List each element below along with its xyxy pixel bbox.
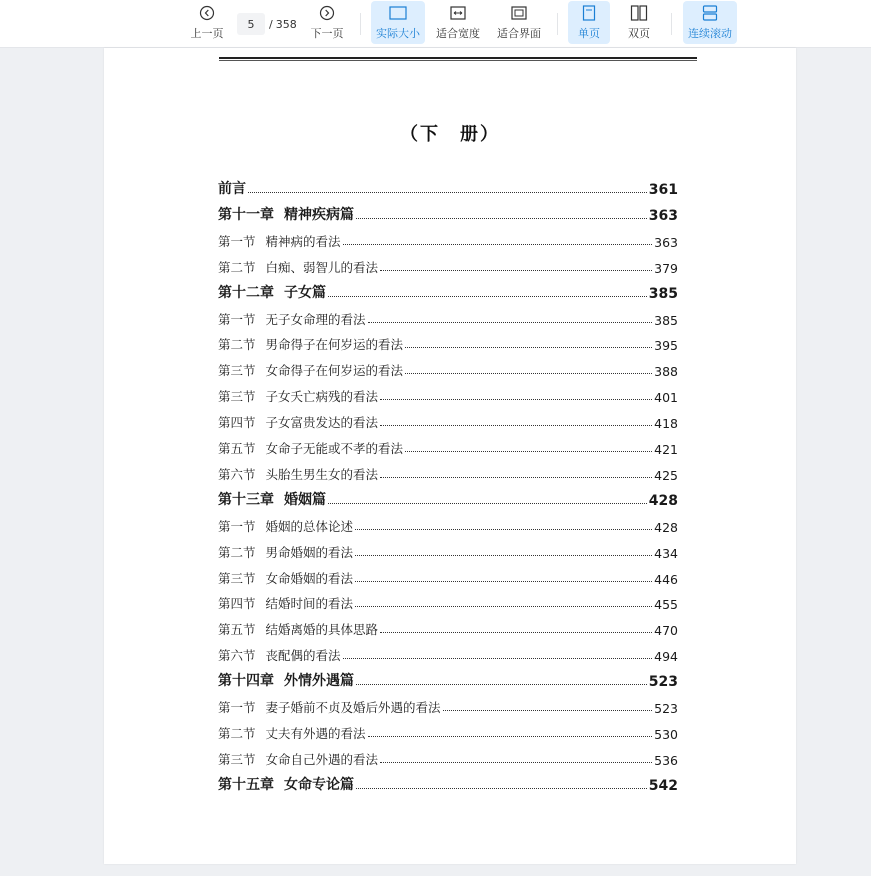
single-page-label: 单页 (578, 27, 600, 40)
chevron-right-circle-icon (318, 4, 336, 22)
toc-entry[interactable] (218, 461, 678, 483)
prev-page-label: 上一页 (190, 27, 224, 40)
toc-entry-page: 536 (654, 752, 678, 768)
toc-entry-number: 第一节 (218, 233, 256, 249)
toc-entry-page: 523 (648, 674, 678, 691)
toc-entry[interactable] (218, 720, 678, 742)
chevron-left-circle-icon (198, 4, 216, 22)
toc-entry-title: 婚姻的总体论述 (265, 518, 354, 534)
toc-entry[interactable] (218, 590, 678, 612)
toc-entry-title: 婚姻篇 (284, 491, 326, 508)
toc-entry-title: 外情外遇篇 (284, 673, 354, 690)
toc-entry-number: 第十五章 (218, 776, 274, 793)
toc-entry-title: 男命婚姻的看法 (265, 544, 354, 560)
toc-entry-page: 385 (654, 312, 678, 328)
toc-entry[interactable] (218, 746, 678, 768)
actual-size-label: 实际大小 (376, 27, 420, 40)
single-page-icon (580, 4, 598, 22)
toc-entry-number: 第二节 (218, 337, 256, 353)
toc-entry[interactable] (218, 668, 678, 690)
toc-entry-title: 女命婚姻的看法 (265, 570, 354, 586)
toc-entry-number: 第十三章 (218, 491, 274, 508)
toc-entry[interactable] (218, 642, 678, 664)
toc-entry-number: 第一节 (218, 518, 256, 534)
toc-leader-dots (355, 606, 652, 607)
toc-entry-page: 455 (654, 597, 678, 613)
toc-leader-dots (443, 710, 653, 711)
toc-entry[interactable] (218, 202, 678, 224)
toc-leader-dots (380, 477, 652, 478)
toc-entry[interactable] (218, 280, 678, 302)
double-page-label: 双页 (628, 27, 650, 40)
toc-entry[interactable] (218, 331, 678, 353)
actual-size-button[interactable] (371, 1, 425, 44)
toc-entry-number: 第十二章 (218, 284, 274, 301)
toc-entry-page: 421 (654, 442, 678, 457)
toc-entry-title: 结婚离婚的具体思路 (265, 622, 379, 638)
toc-entry-number: 第六节 (218, 466, 256, 482)
toc-leader-dots (356, 218, 647, 219)
fit-width-button[interactable] (432, 1, 484, 44)
toc-entry-number: 第十一章 (218, 206, 274, 223)
toc-entry-page: 530 (654, 726, 678, 742)
total-pages: 358 (275, 17, 297, 31)
toc-entry-page: 523 (654, 701, 678, 716)
toc-leader-dots (380, 270, 652, 271)
toc-entry-page: 470 (654, 623, 678, 639)
toc-entry-number: 第三节 (218, 570, 256, 586)
toc-entry-number: 第二节 (218, 544, 256, 560)
toc-leader-dots (368, 322, 653, 323)
toc-entry-number: 第六节 (218, 648, 256, 664)
toc-leader-dots (248, 192, 647, 193)
toc-leader-dots (343, 658, 653, 659)
toc-leader-dots (405, 347, 652, 348)
document-page (104, 48, 796, 864)
toc-entry[interactable] (218, 565, 678, 587)
next-page-button[interactable] (307, 1, 347, 44)
page-indicator: 5 / 358 (237, 13, 297, 35)
toc-entry-page: 428 (654, 519, 678, 535)
toc-entry-page: 446 (654, 571, 678, 587)
toc-entry-title: 女命自己外遇的看法 (265, 751, 379, 767)
toc-entry-number: 第二节 (218, 259, 256, 275)
toc-entry-page: 361 (648, 182, 678, 198)
toc-entry[interactable] (218, 228, 678, 250)
toc-entry-number: 第三节 (218, 363, 256, 379)
fit-page-label: 适合界面 (497, 27, 541, 40)
toc-leader-dots (380, 425, 652, 426)
single-page-button[interactable] (568, 1, 610, 44)
toc-entry-page: 418 (654, 416, 678, 432)
continuous-scroll-icon (701, 4, 719, 22)
toc-leader-dots (355, 555, 652, 556)
double-page-button[interactable] (618, 1, 660, 44)
toc-entry-number: 第二节 (218, 725, 256, 741)
toc-entry[interactable] (218, 409, 678, 431)
toc-entry[interactable] (218, 513, 678, 535)
toc-leader-dots (405, 373, 652, 374)
toc-entry-title: 结婚时间的看法 (265, 596, 354, 612)
header-rule (219, 57, 697, 59)
toc-entry[interactable] (218, 254, 678, 276)
toc-leader-dots (356, 788, 647, 789)
fit-page-button[interactable] (493, 1, 545, 44)
toc-leader-dots (356, 684, 647, 685)
toc-entry-page: 388 (654, 364, 678, 380)
continuous-scroll-button[interactable] (683, 1, 737, 44)
toc-leader-dots (328, 503, 647, 504)
viewer-toolbar (0, 0, 871, 48)
fit-page-icon (510, 4, 528, 22)
toc-entry-number: 第三节 (218, 389, 256, 405)
toc-entry-title: 丈夫有外遇的看法 (265, 725, 366, 741)
toc-leader-dots (355, 529, 652, 530)
toc-entry-title: 前言 (218, 181, 246, 197)
toc-entry[interactable] (218, 539, 678, 561)
toc-entry-page: 428 (648, 492, 678, 509)
continuous-scroll-label: 连续滚动 (688, 27, 732, 40)
toc-leader-dots (380, 399, 652, 400)
toc-entry-title: 男命得子在何岁运的看法 (265, 337, 404, 353)
toc-entry-title: 子女富贵发达的看法 (265, 415, 379, 431)
toc-entry[interactable] (218, 176, 678, 198)
toc-entry-title: 子女夭亡病残的看法 (265, 389, 379, 405)
toc-entry[interactable] (218, 487, 678, 509)
toc-entry-title: 子女篇 (284, 284, 326, 301)
fit-width-icon (449, 4, 467, 22)
toc-entry-page: 385 (648, 285, 678, 302)
toc-entry-title: 丧配偶的看法 (265, 648, 341, 664)
toc-entry-page: 494 (654, 649, 678, 665)
toc-entry-title: 精神疾病篇 (284, 206, 354, 223)
toc-entry-number: 第十四章 (218, 673, 274, 690)
toc-entry-title: 妻子婚前不贞及婚后外遇的看法 (265, 700, 441, 715)
toc-entry-page: 379 (654, 260, 678, 276)
next-page-label: 下一页 (310, 27, 344, 40)
toc-leader-dots (405, 451, 652, 452)
toc-entry-title: 精神病的看法 (265, 233, 341, 249)
toc-entry-number: 第一节 (218, 311, 256, 327)
toc-entry[interactable] (218, 306, 678, 328)
toc-entry[interactable] (218, 383, 678, 405)
toc-entry-number: 第五节 (218, 441, 256, 456)
toc-entry-title: 白痴、弱智儿的看法 (265, 259, 379, 275)
toc-entry[interactable] (218, 772, 678, 794)
toc-entry-title: 女命得子在何岁运的看法 (265, 363, 404, 379)
toc-entry-page: 434 (654, 545, 678, 561)
toc-leader-dots (380, 632, 652, 633)
toc-entry[interactable] (218, 357, 678, 379)
toc-entry-page: 395 (654, 338, 678, 354)
toc-leader-dots (343, 244, 653, 245)
toc-entry-title: 女命专论篇 (284, 776, 354, 793)
toc-entry-number: 第四节 (218, 596, 256, 612)
toc-entry-number: 第三节 (218, 751, 256, 767)
toc-leader-dots (380, 762, 652, 763)
toc-entry-title: 女命子无能或不孝的看法 (265, 441, 404, 456)
toc-entry[interactable] (218, 435, 678, 457)
toc-entry-page: 425 (654, 467, 678, 483)
toc-entry-number: 第五节 (218, 622, 256, 638)
toc-entry-page: 401 (654, 390, 678, 406)
double-page-icon (630, 4, 648, 22)
prev-page-button[interactable] (187, 1, 227, 44)
toc-leader-dots (328, 296, 647, 297)
volume-title: （下 册） (400, 124, 500, 145)
toc-entry-number: 第一节 (218, 700, 256, 715)
toc-entry[interactable] (218, 616, 678, 638)
toc-leader-dots (368, 736, 653, 737)
toc-entry-title: 无子女命理的看法 (265, 311, 366, 327)
toc-entry-number: 第四节 (218, 415, 256, 431)
current-page-input[interactable] (237, 13, 265, 35)
actual-size-icon (389, 4, 407, 22)
toc-entry-title: 头胎生男生女的看法 (265, 466, 379, 482)
toc-entry-page: 363 (654, 234, 678, 250)
toc-entry-page: 542 (648, 777, 678, 794)
toc-leader-dots (355, 581, 652, 582)
toc-entry[interactable] (218, 694, 678, 716)
fit-width-label: 适合宽度 (436, 27, 480, 40)
toc-entry-page: 363 (648, 207, 678, 224)
